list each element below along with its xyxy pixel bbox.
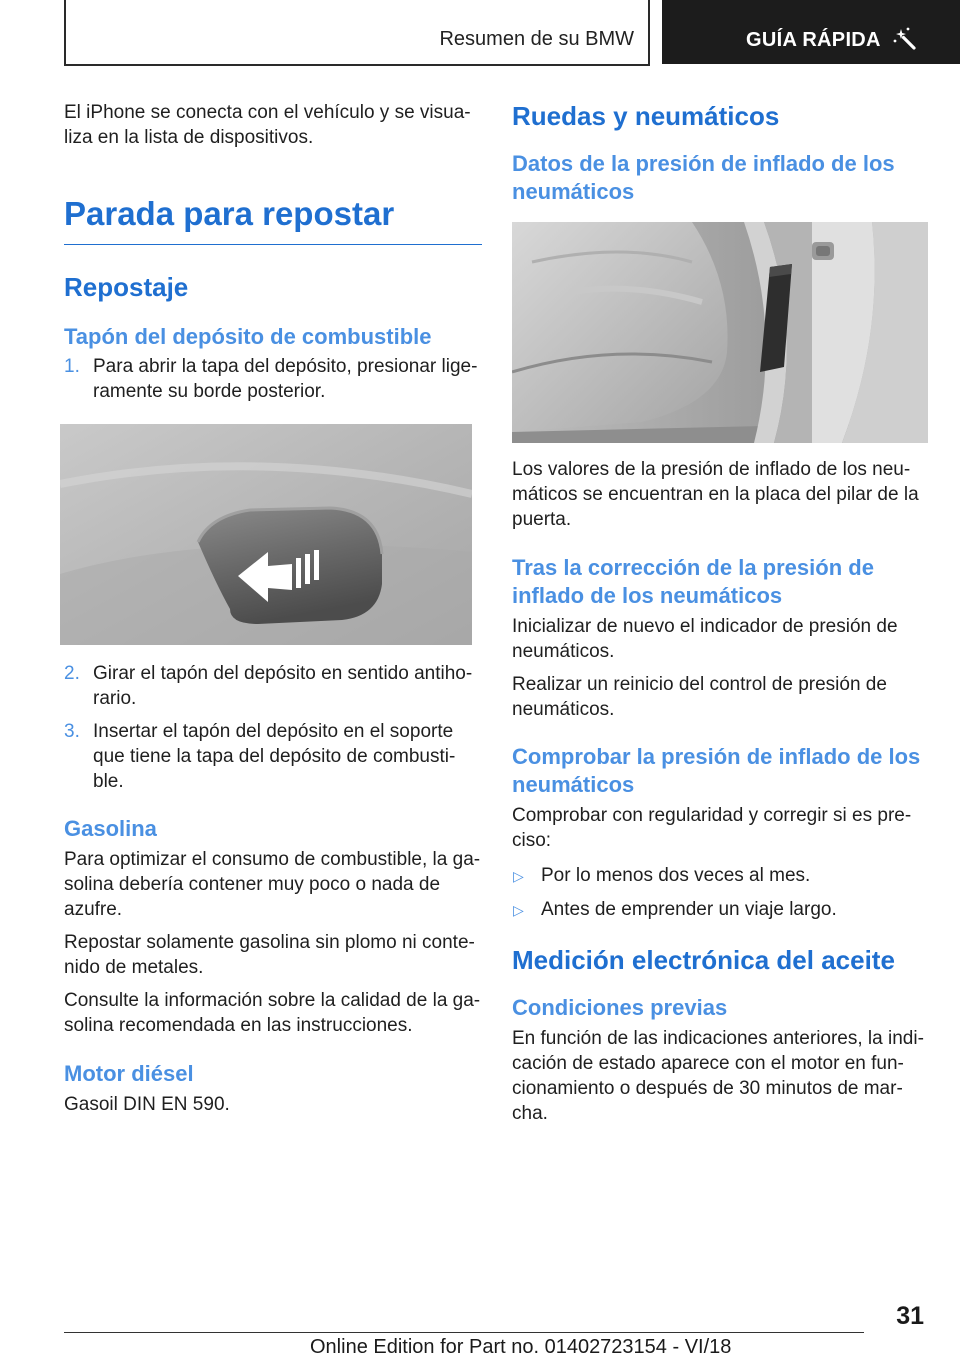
heading-after-correction: Tras la corrección de la presión de inflado de los neumáticos [512, 555, 874, 608]
footer-edition-text: Online Edition for Part no. 01402723154 - VI/18 [310, 1336, 732, 1358]
after-correction-paragraph-2: Realizar un reinicio del control de presión de neumáticos. [512, 674, 887, 720]
heading-preconditions: Condiciones previas [512, 995, 728, 1020]
step-number: 1. [64, 356, 80, 377]
heading-check-pressure: Comprobar la presión de inflado de los neumáticos [512, 744, 921, 797]
heading-pressure-data: Datos de la presión de inflado de los neumáticos [512, 151, 895, 204]
gasoline-paragraph-2: Repostar solamente gasolina sin plomo ni conte-nido de metales. [64, 932, 475, 978]
fuel-cap-illustration [60, 424, 472, 645]
bullet-text: Por lo menos dos veces al mes. [541, 865, 811, 886]
check-pressure-paragraph: Comprobar con regularidad y corregir si es pre-ciso: [512, 805, 912, 851]
gasoline-paragraph-3: Consulte la información sobre la calidad de la ga-solina recomendada en las instrucciones. [64, 990, 481, 1036]
pressure-data-paragraph: Los valores de la presión de inflado de los neu-máticos se encuentran en la placa del pilar de la puerta. [512, 459, 919, 530]
step-text: Insertar el tapón del depósito en el soporte que tiene la tapa del depósito de combusti-ble. [93, 721, 456, 792]
triangle-right-icon: ▷ [513, 868, 524, 884]
bullet-text: Antes de emprender un viaje largo. [541, 899, 837, 920]
right-column [512, 100, 928, 1126]
header-chapter-tab[interactable] [662, 0, 960, 64]
header-chapter-label: GUÍA RÁPIDA [746, 29, 881, 51]
step-text: Para abrir la tapa del depósito, presionar lige-ramente su borde posterior. [93, 356, 478, 402]
bullet-item-1 [512, 863, 928, 888]
heading-diesel: Motor diésel [64, 1061, 194, 1086]
door-pillar-figure [512, 222, 928, 443]
footer-divider [64, 1332, 864, 1333]
diesel-paragraph: Gasoil DIN EN 590. [64, 1094, 230, 1115]
section-heading-refuel-stop: Parada para repostar [64, 194, 482, 245]
preconditions-paragraph: En función de las indicaciones anteriores, la indi-cación de estado aparece con el motor en fun-cionamiento o después de 30 minutos de mar-cha. [512, 1028, 924, 1124]
header-section-title: Resumen de su BMW [439, 28, 634, 50]
intro-paragraph: El iPhone se conecta con el vehículo y se visua-liza en la lista de dispositivos. [64, 102, 471, 148]
step-item-1 [64, 354, 482, 404]
page-header [0, 0, 960, 66]
subheading-refueling: Repostaje [64, 272, 189, 302]
step-number: 3. [64, 721, 80, 742]
heading-oil-measurement: Medición electrónica del aceite [512, 945, 895, 975]
header-frame [64, 0, 650, 66]
wand-icon [892, 26, 918, 52]
bullet-item-2 [512, 897, 928, 922]
step-number: 2. [64, 663, 80, 684]
after-correction-paragraph-1: Inicializar de nuevo el indicador de presión de neumáticos. [512, 616, 898, 662]
gasoline-paragraph-1: Para optimizar el consumo de combustible, la ga-solina debería contener muy poco o nada de azufre. [64, 849, 481, 920]
heading-gasoline: Gasolina [64, 816, 157, 841]
step-text: Girar el tapón del depósito en sentido antiho-rario. [93, 663, 473, 709]
heading-wheels-tires: Ruedas y neumáticos [512, 101, 780, 131]
page-number: 31 [896, 1302, 924, 1330]
fuel-cap-figure [60, 424, 472, 645]
step-item-2 [64, 661, 482, 711]
triangle-right-icon: ▷ [513, 902, 524, 918]
door-pillar-illustration [512, 222, 928, 443]
left-column [64, 100, 482, 1117]
heading-fuel-cap: Tapón del depósito de combustible [64, 324, 432, 349]
step-item-3 [64, 719, 482, 794]
